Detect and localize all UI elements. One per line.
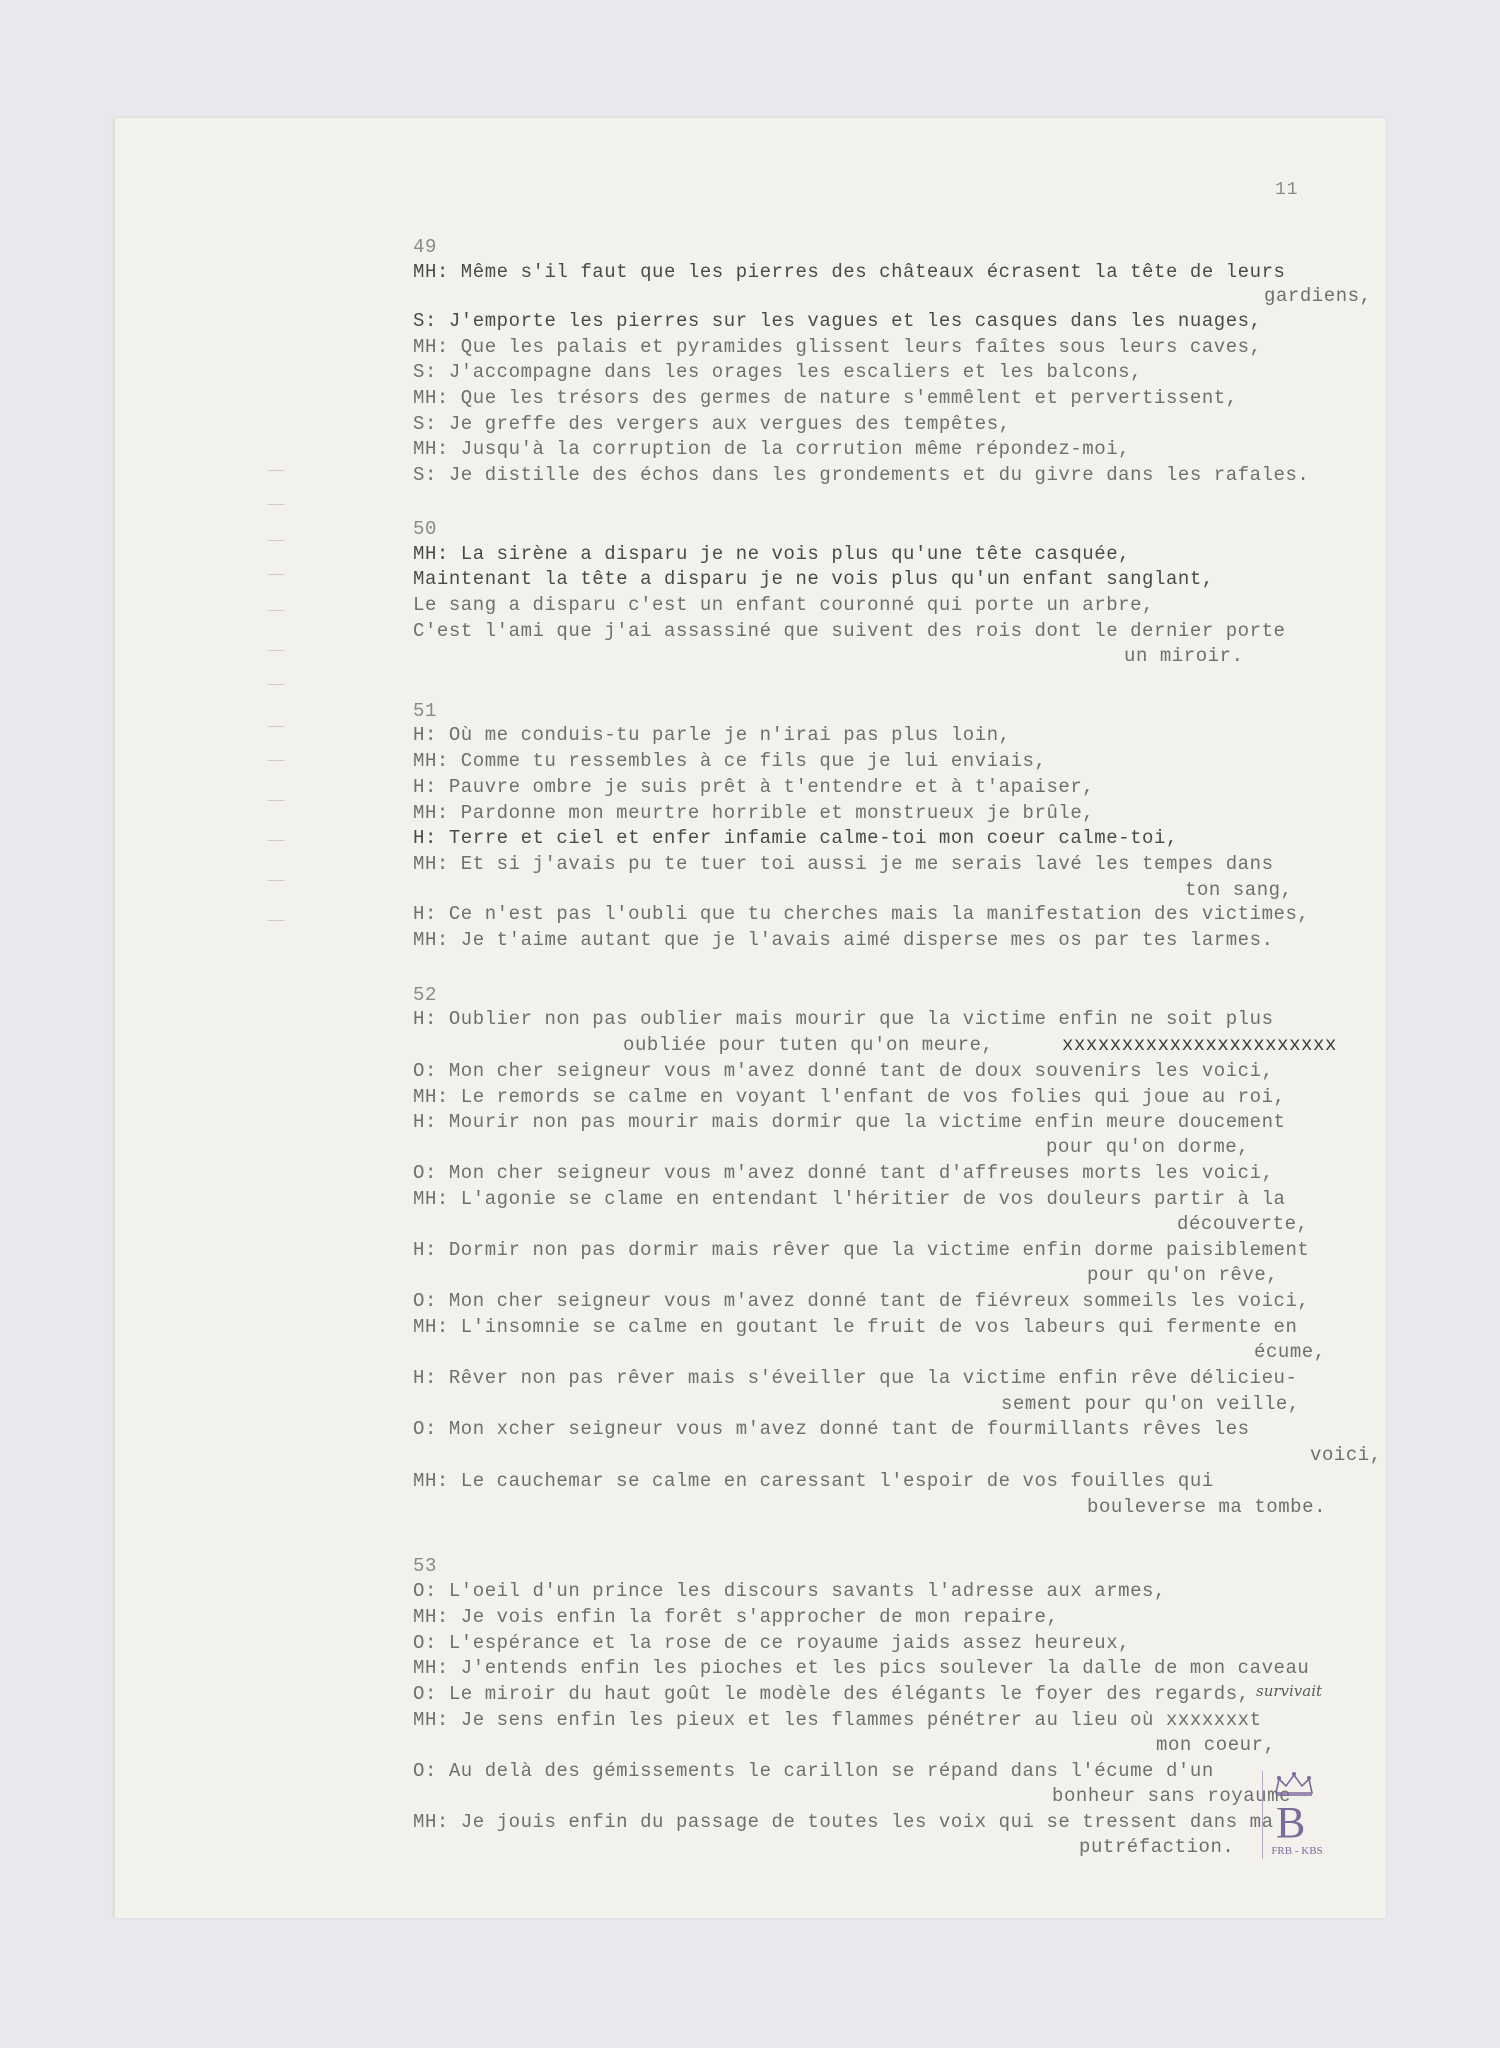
text-line: H: Mourir non pas mourir mais dormir que la victime enfin meure doucement: [413, 1111, 1286, 1133]
page-number: 11: [1275, 180, 1299, 200]
text-line: H: Dormir non pas dormir mais rêver que la victime enfin dorme paisiblement: [413, 1239, 1310, 1261]
text-line: H: Pauvre ombre je suis prêt à t'entendre et à t'apaiser,: [413, 776, 1095, 798]
text-line: MH: L'insomnie se calme en goutant le fruit de vos labeurs qui fermente en: [413, 1316, 1298, 1338]
text-line: MH: Je vois enfin la forêt s'approcher de mon repaire,: [413, 1606, 1059, 1628]
text-line: S: J'accompagne dans les orages les escaliers et les balcons,: [413, 361, 1143, 383]
text-line: MH: Le remords se calme en voyant l'enfant de vos folies qui joue au roi,: [413, 1086, 1286, 1108]
text-line: O: L'oeil d'un prince les discours savants l'adresse aux armes,: [413, 1580, 1166, 1602]
text-line: S: Je greffe des vergers aux vergues des tempêtes,: [413, 413, 1011, 435]
text-line: O: Au delà des gémissements le carillon se répand dans l'écume d'un: [413, 1760, 1214, 1782]
text-line: S: Je distille des échos dans les grondements et du givre dans les rafales.: [413, 464, 1310, 486]
text-line: bonheur sans royaume: [1052, 1785, 1292, 1807]
text-line: H: Où me conduis-tu parle je n'irai pas plus loin,: [413, 724, 1011, 746]
text-line: putréfaction.: [1079, 1836, 1235, 1858]
text-line: écume,: [1254, 1341, 1326, 1363]
text-line: MH: La sirène a disparu je ne vois plus qu'une tête casquée,: [413, 543, 1131, 565]
text-line: MH: Comme tu ressembles à ce fils que je lui enviais,: [413, 750, 1047, 772]
text-line: xxxxxxxxxxxxxxxxxxxxxxx: [1062, 1034, 1337, 1056]
handwritten-correction: survivait: [1256, 1682, 1323, 1700]
archive-stamp: [1262, 1771, 1325, 1859]
text-line: H: Terre et ciel et enfer infamie calme-toi mon coeur calme-toi,: [413, 827, 1178, 849]
text-line: MH: Je jouis enfin du passage de toutes les voix qui se tressent dans ma: [413, 1811, 1274, 1833]
text-line: voici,: [1310, 1444, 1382, 1466]
text-line: MH: Je t'aime autant que je l'avais aimé disperse mes os par tes larmes.: [413, 929, 1274, 951]
text-line: découverte,: [1177, 1213, 1309, 1235]
text-line: C'est l'ami que j'ai assassiné que suivent des rois dont le dernier porte: [413, 620, 1286, 642]
text-line: Le sang a disparu c'est un enfant couronné qui porte un arbre,: [413, 594, 1155, 616]
section-number: 53: [413, 1555, 437, 1577]
text-line: H: Ce n'est pas l'oubli que tu cherches mais la manifestation des victimes,: [413, 903, 1310, 925]
text-line: oubliée pour tuten qu'on meure,: [623, 1034, 994, 1056]
section-number: 50: [413, 518, 437, 540]
text-line: MH: Je sens enfin les pieux et les flammes pénétrer au lieu où xxxxxxxt: [413, 1709, 1262, 1731]
text-line: MH: Jusqu'à la corruption de la corrution même répondez-moi,: [413, 438, 1131, 460]
text-line: mon coeur,: [1156, 1734, 1276, 1756]
text-line: MH: J'entends enfin les pioches et les pics soulever la dalle de mon caveau: [413, 1657, 1310, 1679]
text-line: H: Oublier non pas oublier mais mourir que la victime enfin ne soit plus: [413, 1008, 1274, 1030]
text-line: O: Mon cher seigneur vous m'avez donné tant de fiévreux sommeils les voici,: [413, 1290, 1310, 1312]
text-line: MH: Pardonne mon meurtre horrible et monstrueux je brûle,: [413, 802, 1095, 824]
section-number: 51: [413, 700, 437, 722]
text-line: MH: Et si j'avais pu te tuer toi aussi je me serais lavé les tempes dans: [413, 853, 1274, 875]
text-line: MH: Même s'il faut que les pierres des châteaux écrasent la tête de leurs: [413, 261, 1286, 283]
text-line: MH: Le cauchemar se calme en caressant l'espoir de vos fouilles qui: [413, 1470, 1214, 1492]
text-line: pour qu'on rêve,: [1087, 1264, 1279, 1286]
text-line: MH: Que les palais et pyramides glissent leurs faîtes sous leurs caves,: [413, 336, 1262, 358]
text-line: O: Mon xcher seigneur vous m'avez donné tant de fourmillants rêves les: [413, 1418, 1250, 1440]
text-line: O: Mon cher seigneur vous m'avez donné tant d'affreuses morts les voici,: [413, 1162, 1274, 1184]
text-line: bouleverse ma tombe.: [1087, 1496, 1327, 1518]
text-line: H: Rêver non pas rêver mais s'éveiller que la victime enfin rêve délicieu-: [413, 1367, 1298, 1389]
text-line: pour qu'on dorme,: [1046, 1136, 1250, 1158]
text-line: S: J'emporte les pierres sur les vagues et les casques dans les nuages,: [413, 310, 1262, 332]
text-line: O: Mon cher seigneur vous m'avez donné tant de doux souvenirs les voici,: [413, 1060, 1274, 1082]
text-line: sement pour qu'on veille,: [1001, 1393, 1300, 1415]
text-line: O: Le miroir du haut goût le modèle des élégants le foyer des regards,: [413, 1683, 1250, 1705]
text-line: MH: L'agonie se clame en entendant l'héritier de vos douleurs partir à la: [413, 1188, 1286, 1210]
text-line: Maintenant la tête a disparu je ne vois plus qu'un enfant sanglant,: [413, 568, 1214, 590]
text-line: ton sang,: [1185, 879, 1293, 901]
crown-icon: [1273, 1771, 1315, 1797]
text-line: gardiens,: [1264, 285, 1372, 307]
section-number: 49: [413, 236, 437, 258]
text-line: O: L'espérance et la rose de ce royaume jaids assez heureux,: [413, 1632, 1131, 1654]
section-number: 52: [413, 984, 437, 1006]
stamp-caption: FRB - KBS: [1271, 1845, 1323, 1857]
stamp-letter: B: [1276, 1798, 1306, 1847]
page-edge: [113, 118, 115, 1918]
text-line: MH: Que les trésors des germes de nature s'emmêlent et pervertissent,: [413, 387, 1238, 409]
text-line: un miroir.: [1124, 645, 1244, 667]
